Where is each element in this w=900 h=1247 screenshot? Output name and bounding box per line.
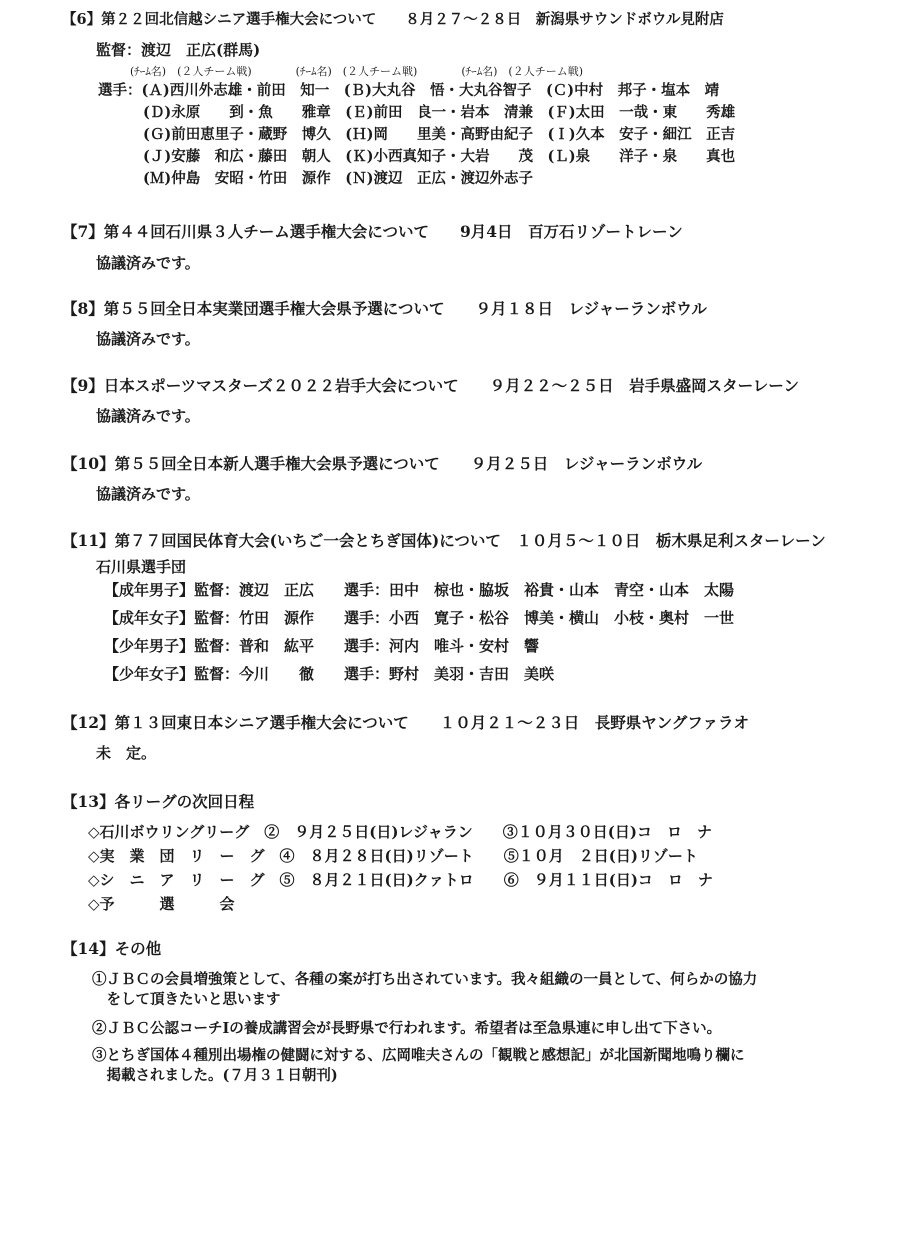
section-6-coach: 監督：渡辺 正広(群馬) (96, 41, 261, 59)
section-11-row: 【少年男子】監督：普和 紘平 選手：河内 唯斗・安村 響 (104, 637, 540, 655)
section-10-heading: 【10】第５５回全日本新人選手権大会県予選について ９月２５日 レジャーランボウル (62, 454, 703, 473)
section-6-column-header: (ﾁｰﾑ名) (２人チーム戦) (ﾁｰﾑ名) (２人チーム戦) (ﾁｰﾑ名) (２人チーム戦) (130, 65, 583, 78)
section-6-player-row: (Ｄ)永原 到・魚 雅章 (Ｅ)前田 良一・岩本 清兼 (Ｆ)太田 一哉・東 秀雄 (143, 104, 736, 121)
section-8-note: 協議済みです。 (96, 330, 200, 348)
section-9-note: 協議済みです。 (96, 407, 200, 425)
section-14-item: 掲載されました。(７月３１日朝刊) (92, 1067, 338, 1084)
league-schedule-row: ◇予 選 会 (88, 895, 235, 913)
league-schedule-row: ◇実 業 団 リ ー グ ④ ８月２８日(日)リゾート ⑤１０月 ２日(日)リゾート (88, 847, 698, 865)
section-11-row: 【少年女子】監督：今川 徹 選手：野村 美羽・吉田 美咲 (104, 665, 555, 683)
section-11-team: 石川県選手団 (96, 558, 187, 576)
section-7-heading: 【7】第４４回石川県３人チーム選手権大会について 9月4日 百万石リゾートレーン (62, 222, 683, 241)
section-9-heading: 【9】日本スポーツマスターズ２０２２岩手大会について ９月２２～２５日 岩手県盛岡スターレーン (62, 376, 799, 395)
league-schedule-row: ◇石川ボウリングリーグ ② ９月２５日(日)レジャラン ③１０月３０日(日)コ ロ ナ (88, 823, 712, 841)
section-14-item: をして頂きたいと思います (92, 991, 281, 1008)
section-7-note: 協議済みです。 (96, 254, 200, 272)
section-11-row: 【成年女子】監督：竹田 源作 選手：小西 寛子・松谷 博美・横山 小枝・奥村 一世 (104, 609, 735, 627)
section-14-item: ①ＪＢＣの会員増強策として、各種の案が打ち出されています。我々組織の一員として、何らかの協力 (92, 971, 758, 988)
section-14-item: ③とちぎ国体４種別出場権の健闘に対する、広岡唯夫さんの「観戦と感想記」が北国新聞地鳴り欄に (92, 1047, 745, 1064)
section-6-player-row: (Ｊ)安藤 和広・藤田 朝人 (Ｋ)小西真知子・大岩 茂 (Ｌ)泉 洋子・泉 真也 (143, 148, 736, 165)
section-12-heading: 【12】第１３回東日本シニア選手権大会について １０月２１～２３日 長野県ヤングファラオ (62, 713, 749, 732)
section-6-player-row: 選手：(Ａ)西川外志雄・前田 知一 (Ｂ)大丸谷 悟・大丸谷智子 (Ｃ)中村 邦子・塩本 靖 (98, 82, 720, 99)
section-11-heading: 【11】第７７回国民体育大会(いちご一会とちぎ国体)について １０月５～１０日 栃木県足利スターレーン (62, 531, 826, 550)
section-12-note: 未 定。 (96, 744, 157, 762)
section-6-player-row: (Ｇ)前田恵里子・蔵野 博久 (Ｈ)岡 里美・高野由紀子 (Ｉ)久本 安子・細江 正吉 (143, 126, 736, 143)
section-10-note: 協議済みです。 (96, 485, 200, 503)
section-11-row: 【成年男子】監督：渡辺 正広 選手：田中 椋也・脇坂 裕貴・山本 青空・山本 太陽 (104, 581, 735, 599)
section-6-player-row: (Ｍ)仲島 安昭・竹田 源作 (Ｎ)渡辺 正広・渡辺外志子 (143, 170, 533, 187)
section-14-item: ②ＪＢＣ公認コーチⅠの養成講習会が長野県で行われます。希望者は至急県連に申し出て下さい。 (92, 1020, 722, 1037)
section-6-heading: 【6】第２２回北信越シニア選手権大会について ８月２７～２８日 新潟県サウンドボウル見附店 (62, 11, 724, 28)
section-13-heading: 【13】各リーグの次回日程 (62, 792, 255, 811)
section-14-heading: 【14】その他 (62, 939, 162, 958)
league-schedule-row: ◇シ ニ ア リ ー グ ⑤ ８月２１日(日)クァトロ ⑥ ９月１１日(日)コ ロ ナ (88, 871, 713, 889)
section-8-heading: 【8】第５５回全日本実業団選手権大会県予選について ９月１８日 レジャーランボウル (62, 299, 707, 318)
